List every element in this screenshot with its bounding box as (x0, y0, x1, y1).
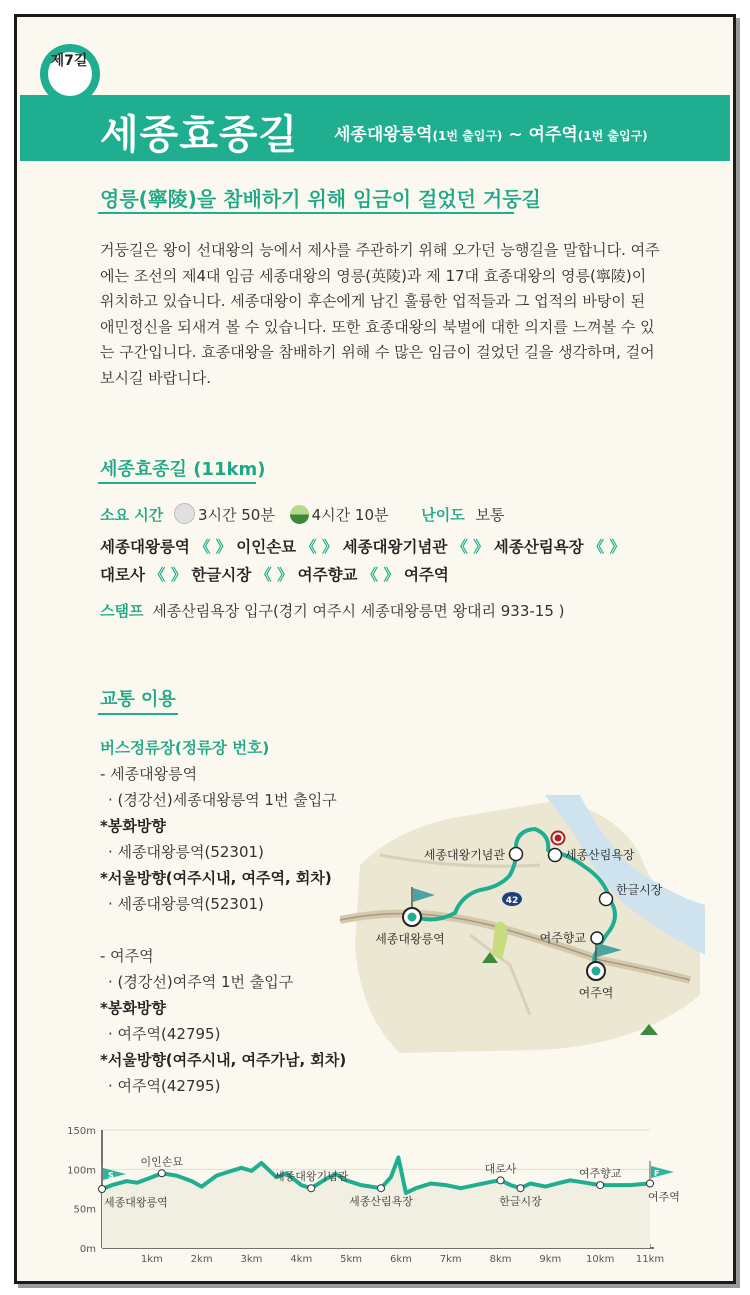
poi-marker (549, 849, 562, 862)
waypoint-label: 여주향교 (578, 1167, 622, 1181)
x-tick-label: 5km (340, 1254, 363, 1265)
walker-icon (174, 503, 195, 524)
waypoint-label: 세종산림욕장 (349, 1195, 413, 1209)
time-row (100, 503, 505, 525)
bus-exit-info: · (경강선)세종대왕릉역 1번 출입구 (108, 791, 337, 809)
x-tick-label: 4km (290, 1254, 313, 1265)
stop-name: 세종대왕기념관 (342, 538, 448, 556)
stamp-location-icon-dot (555, 835, 562, 842)
y-tick-label: 50m (73, 1204, 96, 1216)
waypoint-label: 이인손묘 (140, 1155, 184, 1169)
map-land (355, 800, 700, 1053)
bus-station-header: - 여주역 (100, 947, 154, 965)
route-arrow: 《 》 (256, 566, 293, 584)
stop-name: 세종산림욕장 (493, 538, 584, 556)
bus-direction: *서울방향(여주시내, 여주역, 회차) (100, 869, 332, 887)
x-tick-label: 3km (240, 1254, 263, 1265)
stop-name: 대로사 (100, 566, 145, 584)
difficulty-label: 난이도 (421, 506, 465, 524)
road-number: 42 (505, 896, 519, 906)
route-separator: ~ (502, 125, 529, 145)
bus-exit-info: · (경강선)여주역 1번 출입구 (108, 973, 294, 991)
x-tick-label: 8km (489, 1254, 512, 1265)
bus-stop-item: · 여주역(42795) (108, 1077, 221, 1095)
route-map (340, 795, 710, 1055)
x-tick-label: 11km (635, 1254, 665, 1265)
course-number-badge: 제7길 (50, 53, 88, 69)
bus-stop-item: · 세종대왕릉역(52301) (108, 895, 264, 913)
bus-direction: *봉화방향 (100, 999, 166, 1017)
route-arrow: 《 》 (452, 538, 489, 556)
poi-marker (510, 848, 523, 861)
x-tick-label: 1km (140, 1254, 163, 1265)
map-label-memorial: 세종대왕기념관 (423, 848, 505, 862)
waypoint-marker (377, 1185, 384, 1192)
bus-stop-item: · 여주역(42795) (108, 1025, 221, 1043)
bus-stop-item: · 세종대왕릉역(52301) (108, 843, 264, 861)
y-tick-label: 100m (67, 1165, 96, 1177)
waypoint-label: 여주역 (648, 1190, 680, 1204)
time-label: 소요 시간 (100, 506, 164, 524)
stop-name: 여주향교 (297, 566, 358, 584)
waypoint-marker (597, 1182, 604, 1189)
waypoint-marker (517, 1185, 524, 1192)
poi-marker (600, 893, 613, 906)
intro-heading: 영릉(寧陵)을 참배하기 위해 임금이 걸었던 거둥길 (100, 187, 541, 211)
map-label-market: 한글시장 (616, 883, 663, 897)
waypoint-marker (308, 1185, 315, 1192)
location-pin-icon (38, 26, 102, 122)
map-label-start-station: 세종대왕릉역 (375, 932, 445, 946)
waypoint-marker (158, 1170, 165, 1177)
station-marker-inner (408, 913, 417, 922)
x-tick-label: 6km (389, 1254, 412, 1265)
stop-name: 세종대왕릉역 (100, 538, 190, 556)
route-arrow: 《 》 (194, 538, 232, 556)
y-tick-label: 150m (67, 1126, 96, 1137)
waypoint-marker (497, 1177, 504, 1184)
waypoint-label: 세종대왕기념관 (274, 1170, 349, 1184)
x-tick-label: 10km (586, 1254, 615, 1265)
waypoint-marker (647, 1180, 654, 1187)
stop-name: 한글시장 (191, 566, 252, 584)
stamp-row (100, 600, 565, 621)
route-end: 여주역 (528, 125, 578, 145)
stamp-label: 스탬프 (100, 602, 144, 620)
x-tick-label: 9km (539, 1254, 562, 1265)
elevation-chart (50, 1118, 690, 1273)
transport-heading: 교통 이용 (100, 689, 176, 710)
bus-direction: *봉화방향 (100, 817, 166, 835)
waypoint-label: 한글시장 (499, 1195, 542, 1209)
waypoint-marker (99, 1186, 106, 1193)
stop-name: 이인손묘 (236, 538, 297, 556)
transport-heading-underline (98, 713, 178, 715)
course-heading: 세종효종길 (11km) (100, 459, 266, 480)
route-end-note: (1번 출입구) (577, 129, 648, 143)
intro-body: 거둥길은 왕이 선대왕의 능에서 제사를 주관하기 위해 오가던 능행길을 말합니다. 여주에는 조선의 제4대 임금 세종대왕의 영릉(英陵)과 제 17대 효종대왕의 영릉(寧陵)이 위치하고 있습니다. 세종대왕이 후손에게 남긴 훌륭한 업적들과 그 업적의 바탕이 된 애민정신을 되새겨 볼 수 있습니다. 또한 효종대왕의 북벌에 대한 의지를 느껴볼 수 있는 구간입니다. 효종대왕을 참배하기 위해 수 많은 임금이 걸었던 길을 생각하며, 걸어보시길 바랍니다. (100, 241, 660, 387)
time-other: 4시간 10분 (311, 506, 389, 524)
start-flag-letter: S (108, 1171, 114, 1180)
waypoint-label: 대로사 (484, 1162, 517, 1176)
bus-direction: *서울방향(여주시내, 여주가남, 회차) (100, 1051, 347, 1069)
x-tick-label: 2km (190, 1254, 213, 1265)
stop-name: 여주역 (403, 566, 449, 584)
stops-line-2 (100, 563, 449, 585)
course-heading-underline (98, 482, 256, 484)
bus-stop-title: 버스정류장(정류장 번호) (100, 739, 270, 757)
bus-station-header: - 세종대왕릉역 (100, 765, 198, 783)
mountain-icon (290, 505, 309, 524)
route-arrow: 《 》 (362, 566, 399, 584)
difficulty-value: 보통 (475, 506, 505, 524)
stamp-location: 세종산림욕장 입구(경기 여주시 세종대왕릉면 왕대리 933-15 ) (152, 602, 565, 620)
intro-heading-underline (98, 212, 514, 214)
stops-line-1 (100, 535, 630, 557)
waypoint-label: 세종대왕릉역 (104, 1196, 168, 1209)
route-arrow: 《 》 (301, 538, 338, 556)
route-arrow: 《 》 (588, 538, 626, 556)
time-walk: 3시간 50분 (197, 506, 275, 524)
map-label-forest: 세종산림욕장 (565, 848, 635, 862)
poi-marker (591, 932, 603, 944)
finish-flag-letter: F (654, 1169, 660, 1178)
y-tick-label: 0m (79, 1244, 96, 1255)
map-label-school: 여주향교 (539, 931, 586, 945)
x-tick-label: 7km (439, 1254, 462, 1265)
route-start-note: (1번 출입구) (432, 129, 503, 143)
route-start: 세종대왕릉역 (334, 125, 433, 145)
page-title: 세종효종길 (100, 112, 299, 158)
station-marker-inner (592, 967, 601, 976)
map-label-end-station: 여주역 (578, 986, 614, 1000)
route-summary (334, 120, 648, 145)
route-arrow: 《 》 (149, 566, 187, 584)
